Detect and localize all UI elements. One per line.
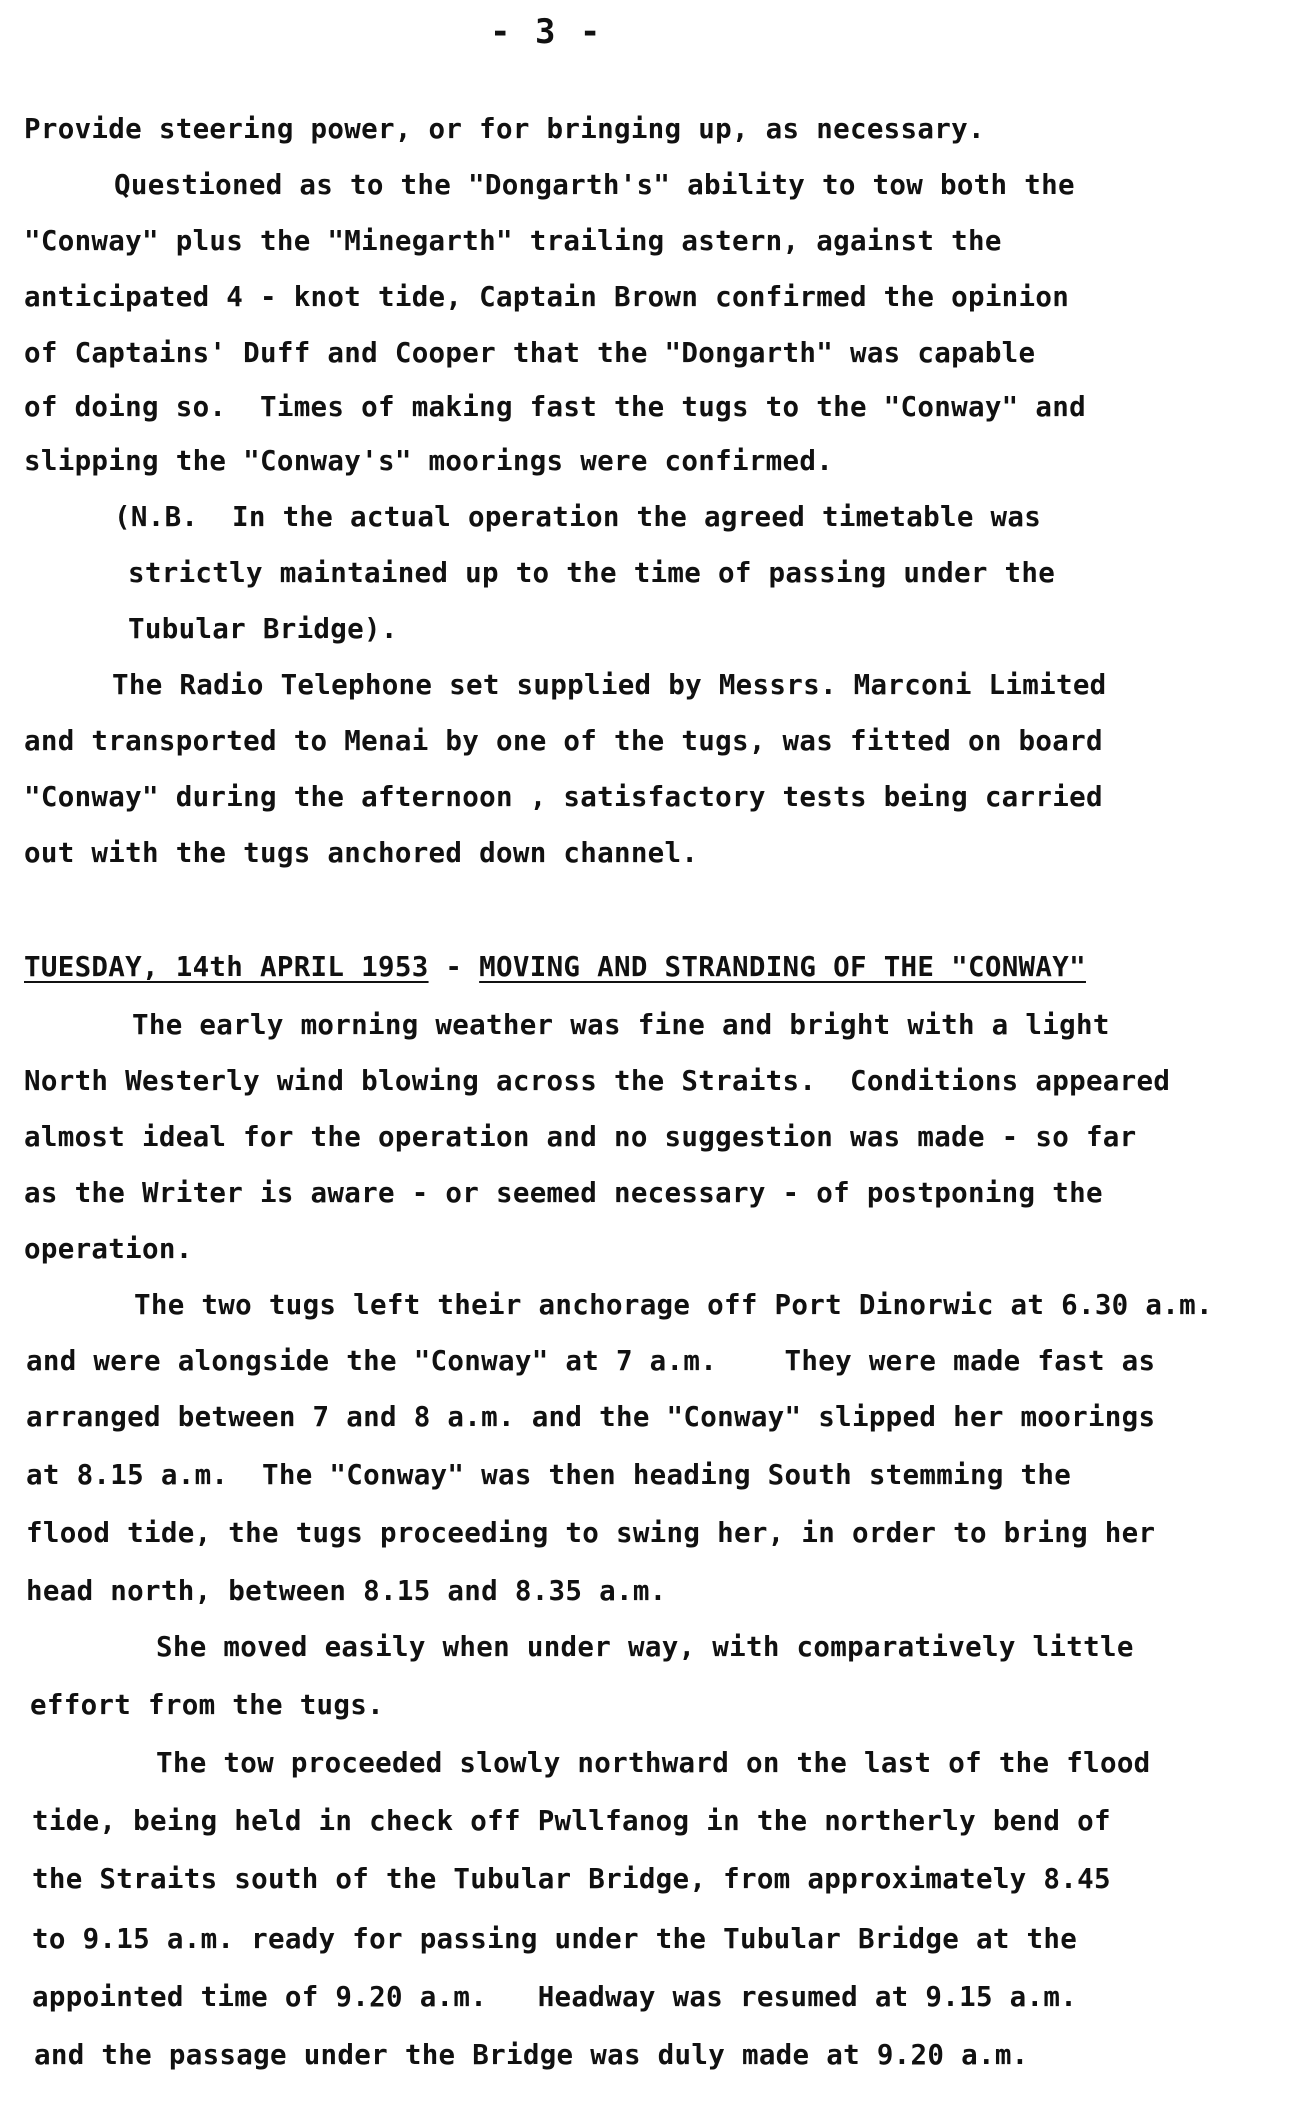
text-line: of Captains' Duff and Cooper that the "Dongarth" was capable	[24, 337, 1036, 369]
heading-title: MOVING AND STRANDING OF THE "CONWAY"	[479, 951, 1086, 983]
text-line: to 9.15 a.m. ready for passing under the Tubular Bridge at the	[32, 1923, 1078, 1955]
text-line: out with the tugs anchored down channel.	[24, 837, 699, 869]
text-line: head north, between 8.15 and 8.35 a.m.	[26, 1575, 667, 1607]
text-line: at 8.15 a.m. The "Conway" was then heading South stemming the	[26, 1459, 1072, 1491]
text-line: operation.	[24, 1233, 193, 1265]
text-line: of doing so. Times of making fast the tugs to the "Conway" and	[24, 391, 1086, 423]
page-number: - 3 -	[490, 12, 603, 52]
text-line: tide, being held in check off Pwllfanog in the northerly bend of	[32, 1805, 1111, 1837]
text-line: The two tugs left their anchorage off Port Dinorwic at 6.30 a.m.	[134, 1289, 1213, 1321]
text-line: The tow proceeded slowly northward on the last of the flood	[156, 1747, 1151, 1779]
text-line: as the Writer is aware - or seemed necessary - of postponing the	[24, 1177, 1103, 1209]
text-line: The Radio Telephone set supplied by Messrs. Marconi Limited	[112, 669, 1107, 701]
text-line: and were alongside the "Conway" at 7 a.m. They were made fast as	[26, 1345, 1156, 1377]
text-line: North Westerly wind blowing across the Straits. Conditions appeared	[24, 1065, 1171, 1097]
section-heading	[24, 951, 1086, 983]
text-line: Provide steering power, or for bringing up, as necessary.	[24, 113, 985, 145]
text-line: She moved easily when under way, with comparatively little	[156, 1631, 1134, 1663]
note-line: Tubular Bridge).	[128, 613, 398, 645]
text-line: Questioned as to the "Dongarth's" ability to tow both the	[114, 169, 1075, 201]
text-line: anticipated 4 - knot tide, Captain Brown confirmed the opinion	[24, 281, 1070, 313]
text-line: and the passage under the Bridge was duly made at 9.20 a.m.	[34, 2039, 1029, 2071]
text-line: arranged between 7 and 8 a.m. and the "Conway" slipped her moorings	[26, 1401, 1156, 1433]
text-line: The early morning weather was fine and bright with a light	[132, 1009, 1110, 1041]
text-line: "Conway" plus the "Minegarth" trailing astern, against the	[24, 225, 1002, 257]
heading-dash: -	[428, 951, 480, 983]
text-line: flood tide, the tugs proceeding to swing her, in order to bring her	[26, 1517, 1156, 1549]
text-line: effort from the tugs.	[30, 1689, 384, 1721]
text-line: slipping the "Conway's" moorings were confirmed.	[24, 445, 834, 477]
text-line: almost ideal for the operation and no suggestion was made - so far	[24, 1121, 1137, 1153]
note-line: strictly maintained up to the time of passing under the	[128, 557, 1056, 589]
text-line: the Straits south of the Tubular Bridge, from approximately 8.45	[32, 1863, 1111, 1895]
heading-date: TUESDAY, 14th APRIL 1953	[24, 951, 429, 983]
text-line: "Conway" during the afternoon , satisfactory tests being carried	[24, 781, 1103, 813]
text-line: appointed time of 9.20 a.m. Headway was resumed at 9.15 a.m.	[32, 1981, 1078, 2013]
text-line: and transported to Menai by one of the tugs, was fitted on board	[24, 725, 1103, 757]
note-line: (N.B. In the actual operation the agreed timetable was	[114, 501, 1042, 533]
